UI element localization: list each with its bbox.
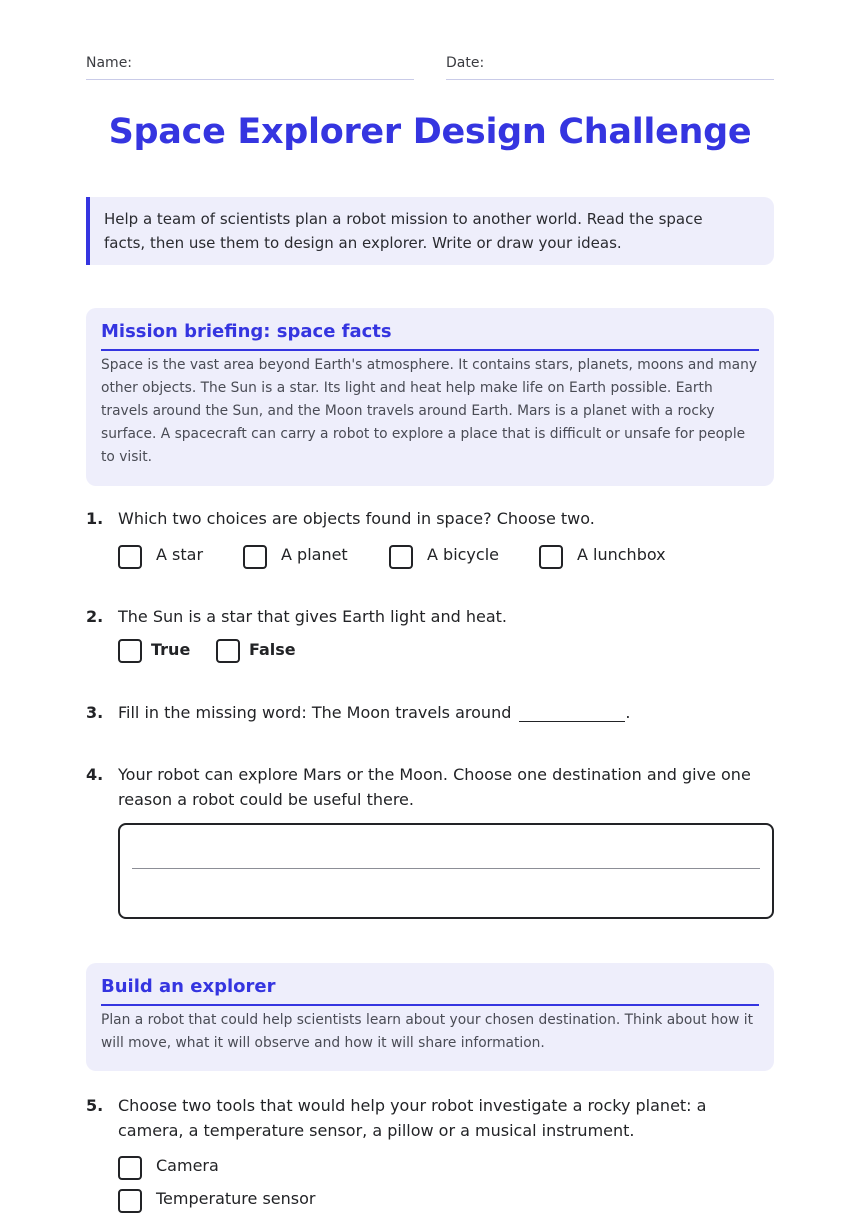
question-number: 1.: [86, 509, 104, 528]
checkbox-temperature-sensor[interactable]: [118, 1189, 142, 1213]
mission-briefing-panel: [86, 308, 774, 486]
date-field[interactable]: [446, 54, 774, 80]
option-label: A bicycle: [427, 545, 499, 564]
option-label: True: [151, 640, 191, 659]
option-label: A lunchbox: [577, 545, 666, 564]
option-label: A planet: [281, 545, 348, 564]
question-text: Choose two tools that would help your robot investigate a rocky planet: a camera, a temperature sensor, a pillow or a musical instrument.: [118, 1096, 707, 1140]
mission-briefing-heading: Mission briefing: space facts: [101, 320, 759, 351]
question-text: Which two choices are objects found in space? Choose two.: [118, 509, 595, 528]
mission-briefing-text: Space is the vast area beyond Earth's atmosphere. It contains stars, planets, moons and many other objects. The Sun is a star. Its light and heat help make life on Earth possible. Earth travels around the Sun, and the Moon travels around Earth. Mars is a planet with a rocky surface. A spacecraft can carry a robot to explore a place that is difficult or unsafe for people to visit.: [101, 357, 758, 465]
name-label: Name:: [86, 55, 133, 71]
question-4: [86, 762, 774, 814]
checkbox-a-star[interactable]: [118, 545, 142, 569]
date-label: Date:: [446, 55, 485, 71]
name-field[interactable]: [86, 54, 414, 80]
checkbox-true[interactable]: [118, 639, 142, 663]
build-explorer-panel: [86, 963, 774, 1071]
checkbox-false[interactable]: [216, 639, 240, 663]
question-1: [86, 506, 774, 586]
checkbox-a-planet[interactable]: [243, 545, 267, 569]
option-label: A star: [156, 545, 204, 564]
page-title: Space Explorer Design Challenge: [108, 112, 752, 152]
question-5: [86, 1093, 774, 1216]
question-number: 5.: [86, 1096, 104, 1115]
checkbox-a-lunchbox[interactable]: [539, 545, 563, 569]
question-text: Your robot can explore Mars or the Moon. Choose one destination and give one reason a robot could be useful there.: [118, 765, 751, 809]
checkbox-a-bicycle[interactable]: [389, 545, 413, 569]
checkbox-camera[interactable]: [118, 1156, 142, 1180]
option-label: Camera: [156, 1156, 219, 1175]
option-label: Temperature sensor: [156, 1189, 316, 1208]
option-label: False: [249, 640, 296, 659]
question-text: The Sun is a star that gives Earth light and heat.: [118, 607, 507, 626]
answer-box[interactable]: [118, 823, 774, 919]
question-3: [86, 700, 774, 726]
question-text-wrap: [118, 700, 770, 725]
question-text: Fill in the missing word: The Moon travels around: [118, 703, 512, 722]
build-explorer-heading: Build an explorer: [101, 975, 759, 1006]
build-explorer-text: Plan a robot that could help scientists learn about your chosen destination. Think about how it will move, what it will observe and how it will share information.: [101, 1012, 754, 1051]
question-number: 4.: [86, 765, 104, 784]
question-number: 2.: [86, 607, 104, 626]
question-2: [86, 604, 774, 666]
question-number: 3.: [86, 703, 104, 722]
intro-callout: Help a team of scientists plan a robot mission to another world. Read the space facts, then use them to design an explorer. Write or draw your ideas.: [86, 197, 774, 265]
question-suffix: .: [625, 703, 631, 722]
answer-line: [132, 868, 760, 869]
fill-in-blank[interactable]: [519, 703, 625, 722]
header-fields: [86, 54, 774, 80]
